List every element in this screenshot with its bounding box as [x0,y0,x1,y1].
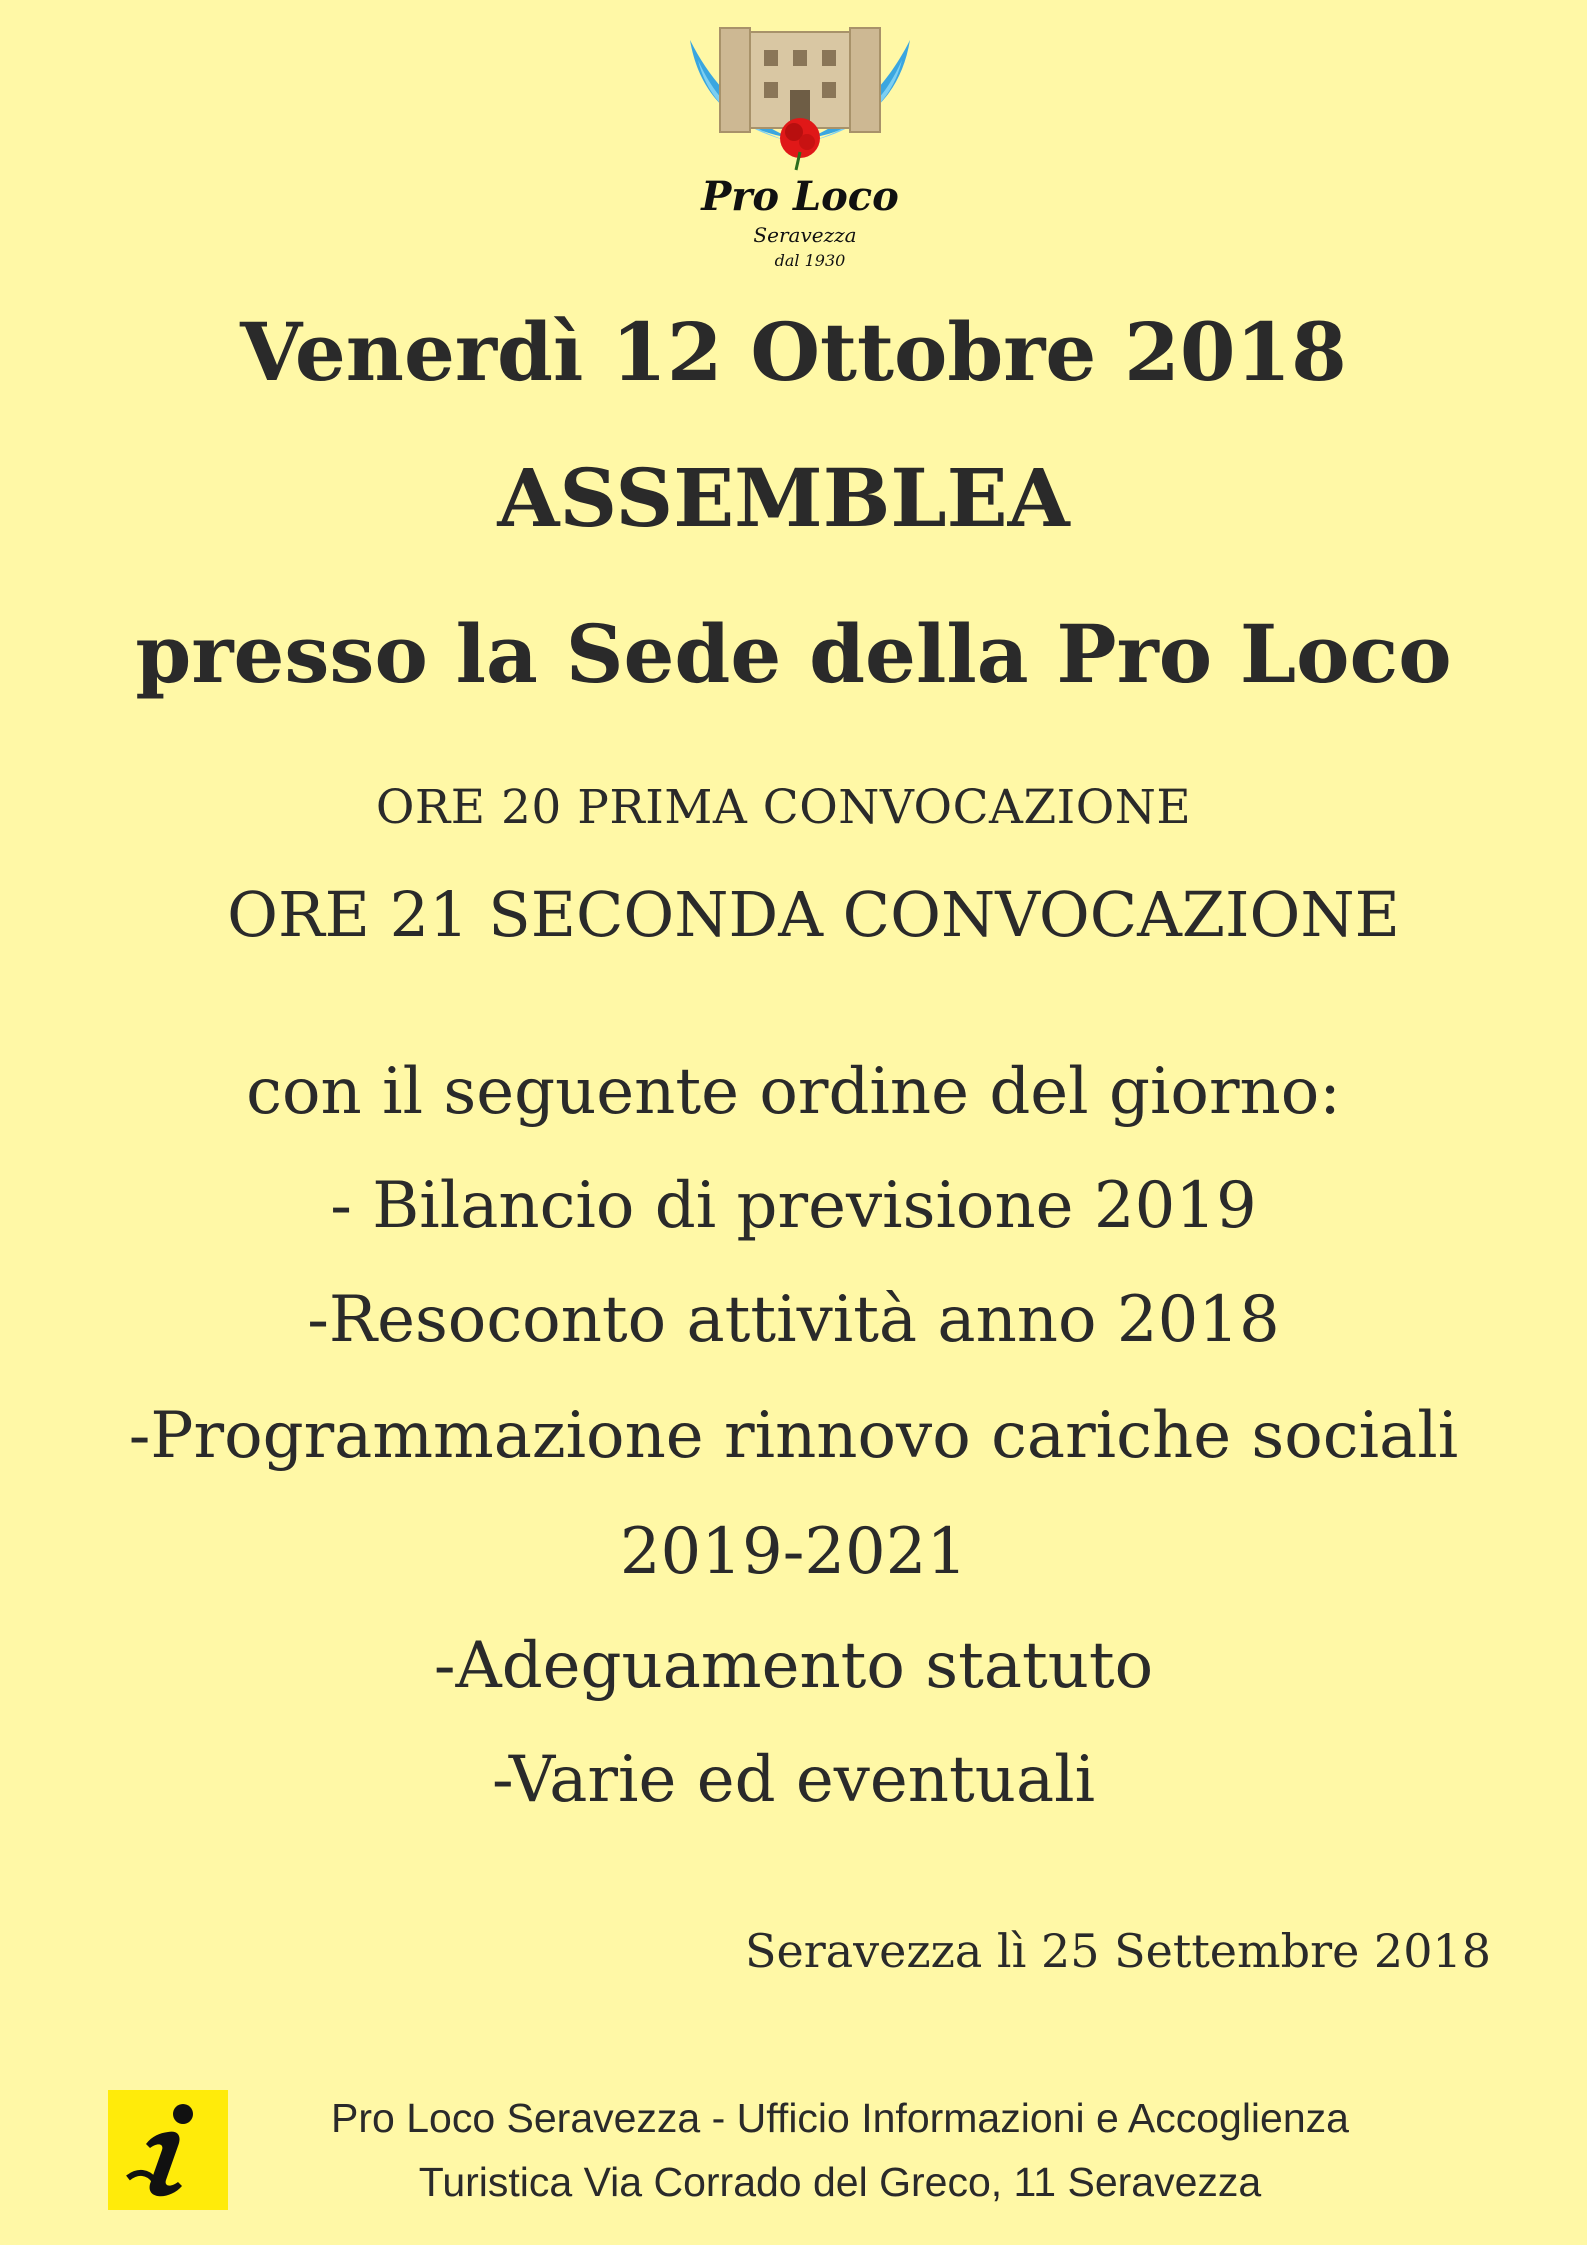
event-date: Venerdì 12 Ottobre 2018 [240,305,1347,399]
first-call-time: ORE 20 PRIMA CONVOCAZIONE [375,780,1192,835]
place-and-date: Seravezza lì 25 Settembre 2018 [745,1924,1491,1978]
second-call-time: ORE 21 SECONDA CONVOCAZIONE [227,878,1400,951]
agenda-item: -Resoconto attività anno 2018 [307,1283,1280,1357]
agenda-item: -Varie ed eventuali [491,1743,1096,1817]
agenda-intro: con il seguente ordine del giorno: [246,1055,1341,1129]
event-title: ASSEMBLEA [497,451,1070,545]
tourist-info-icon [108,2090,228,2210]
pro-loco-logo-icon [680,20,920,275]
agenda-item: 2019-2021 [619,1515,968,1589]
event-location: presso la Sede della Pro Loco [135,607,1452,701]
agenda-item: - Bilancio di previsione 2019 [330,1169,1257,1243]
footer-line-2: Turistica Via Corrado del Greco, 11 Seravezza [418,2159,1262,2205]
svg-text:dal 1930: dal 1930 [774,251,846,270]
footer-line-1: Pro Loco Seravezza - Ufficio Informazioni e Accoglienza [331,2095,1349,2141]
svg-text:Pro Loco: Pro Loco [701,173,899,220]
agenda-item: -Programmazione rinnovo cariche sociali [128,1399,1459,1473]
agenda-item: -Adeguamento statuto [433,1629,1154,1703]
svg-text:Seravezza: Seravezza [753,223,857,247]
